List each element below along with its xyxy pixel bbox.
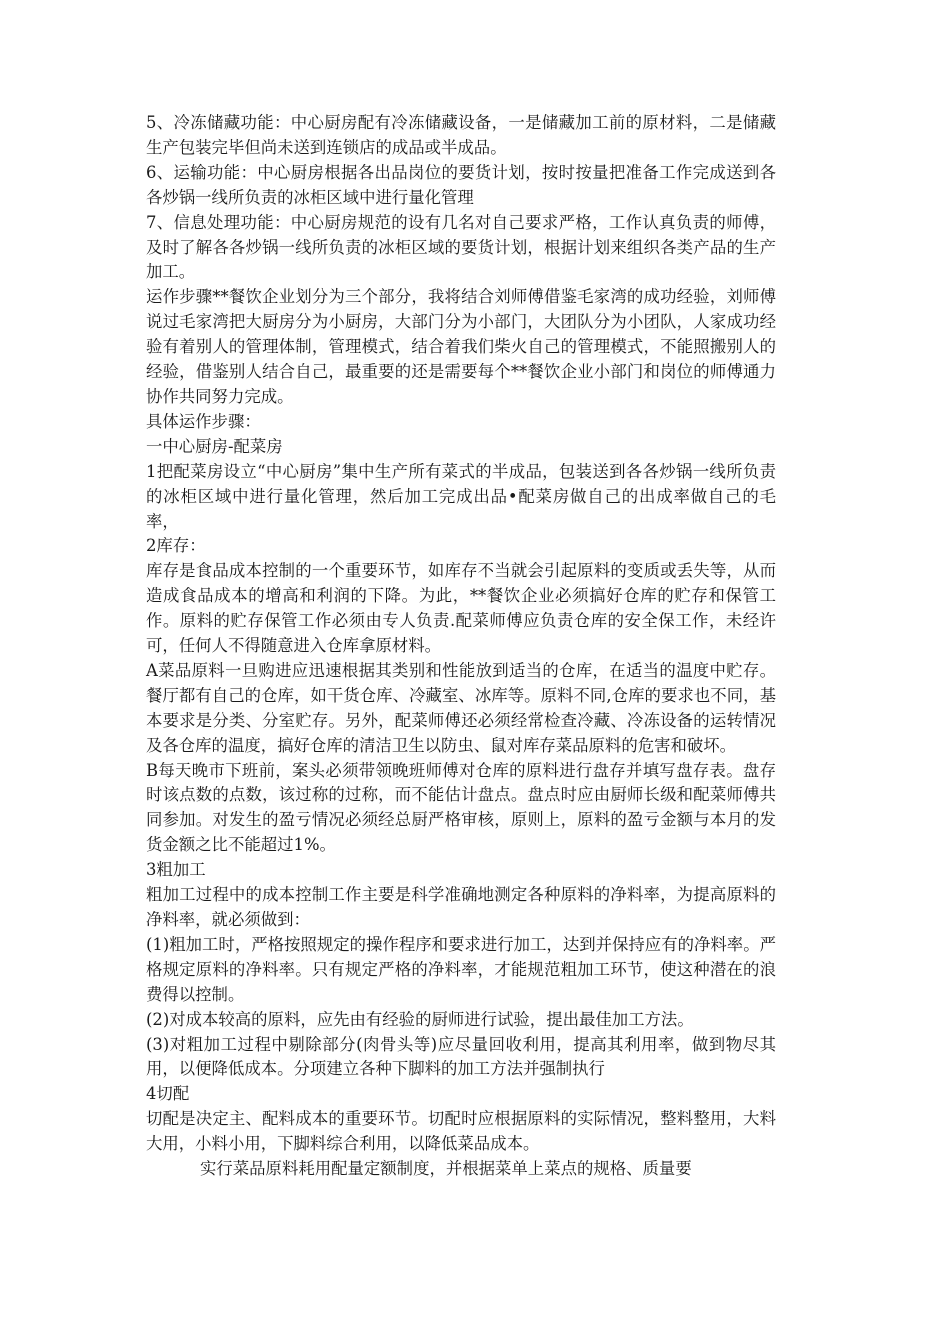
heading-specific-steps: 具体运作步骤： [146,411,261,431]
paragraph-item-b: B每天晚市下班前，案头必须带领晚班师傅对仓库的原料进行盘存并填写盘存表。盘存时该点数的点数，该过称的过称，而不能估计盘点。盘点时应由厨师长级和配菜师傅共同参加。对发生的盈亏情况必须经总厨严格审核，原则上，原料的盈亏金额与本月的发货金额之比不能超过1%。 [146,760,776,855]
paragraph-point-3: (3)对粗加工过程中剔除部分(肉骨头等)应尽量回收利用，提高其利用率，做到物尽其用，以便降低成本。分项建立各种下脚料的加工方法并强制执行 [146,1034,776,1079]
heading-central-kitchen: 一中心厨房-配菜房 [146,436,283,456]
paragraph-cutting: 切配是决定主、配料成本的重要环节。切配时应根据原料的实际情况，整料整用，大料大用，小料小用，下脚料综合利用，以降低菜品成本。 [146,1109,776,1154]
paragraph-quota-system: 实行菜品原料耗用配量定额制度，并根据菜单上菜点的规格、质量要 [200,1159,692,1179]
heading-cutting: 4切配 [146,1084,190,1104]
paragraph-point-2: (2)对成本较高的原料，应先由有经验的厨师进行试验，提出最佳加工方法。 [146,1009,694,1029]
paragraph-info-function: 7、信息处理功能：中心厨房规范的设有几名对自己要求严格，工作认真负责的师傅，及时了解各各炒锅一线所负责的冰柜区域的要货计划，根据计划来组织各类产品的生产加工。 [146,212,776,282]
paragraph-transport-function: 6、运输功能：中心厨房根据各出品岗位的要货计划，按时按量把准备工作完成送到各各炒锅一线所负责的冰柜区域中进行量化管理 [146,162,776,207]
paragraph-inventory: 库存是食品成本控制的一个重要环节，如库存不当就会引起原料的变质或丢失等，从而造成食品成本的增高和利润的下降。为此，**餐饮企业必须搞好仓库的贮存和保管工作。原料的贮存保管工作必须由专人负责.配菜师傅应负责仓库的安全保工作，未经许可，任何人不得随意进入仓库拿原材料。 [146,561,776,656]
paragraph-item-a: A菜品原料一旦购进应迅速根据其类别和性能放到适当的仓库，在适当的温度中贮存。餐厅都有自己的仓库，如干货仓库、冷藏室、冰库等。原料不同,仓库的要求也不同，基本要求是分类、分室贮存。另外，配菜师傅还必须经常检查冷藏、冷冻设备的运转情况及各仓库的温度，搞好仓库的清洁卫生以防虫、鼠对库存菜品原料的危害和破坏。 [146,660,776,755]
heading-inventory: 2库存： [146,536,206,556]
paragraph-operation-steps: 运作步骤**餐饮企业划分为三个部分，我将结合刘师傅借鉴毛家湾的成功经验，刘师傅说过毛家湾把大厨房分为小厨房，大部门分为小部门，大团队分为小团队，人家成功经验有着别人的管理体制，管理模式，结合着我们柴火自己的管理模式，不能照搬别人的经验，借鉴别人结合自己，最重要的还是需要每个**餐饮企业小部门和岗位的师傅通力协作共同努力完成。 [146,287,776,406]
paragraph-item-1: 1把配菜房设立“中心厨房”集中生产所有菜式的半成品，包装送到各各炒锅一线所负责的冰柜区域中进行量化管理，然后加工完成出品•配菜房做自己的出成率做自己的毛率， [146,461,776,531]
document-body [146,111,776,1182]
paragraph-point-1: (1)粗加工时，严格按照规定的操作程序和要求进行加工，达到并保持应有的净料率。严格规定原料的净料率。只有规定严格的净料率，才能规范粗加工环节，使这种潜在的浪费得以控制。 [146,934,776,1004]
heading-rough-processing: 3粗加工 [146,860,206,880]
paragraph-rough-processing: 粗加工过程中的成本控制工作主要是科学准确地测定各种原料的净料率，为提高原料的净料率，就必须做到： [146,885,776,929]
paragraph-storage-function: 5、冷冻储藏功能：中心厨房配有冷冻储藏设备，一是储藏加工前的原材料，二是储藏生产包装完毕但尚未送到连锁店的成品或半成品。 [146,113,776,157]
